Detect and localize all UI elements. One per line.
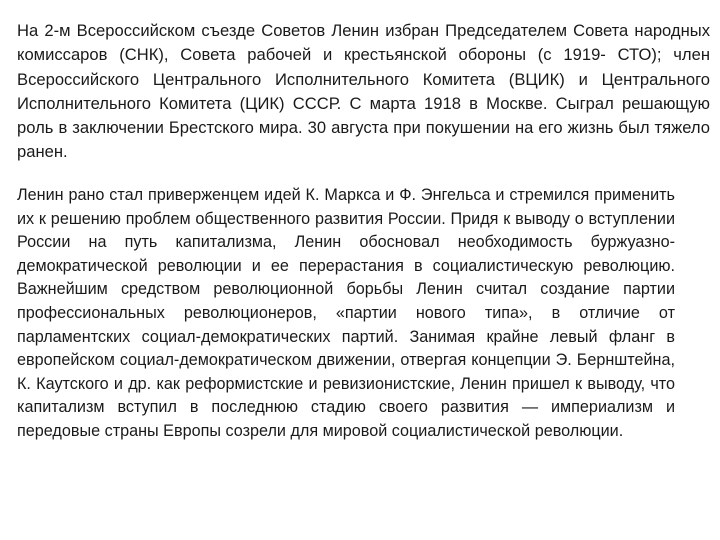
paragraph-1: На 2-м Всероссийском съезде Советов Ленин избран Председателем Совета народных комиссаров (СНК), Совета рабочей и крестьянской обороны (с 1919- СТО); член Всероссийского Центрального Исполнительного Комитета (ВЦИК) и Центрального Исполнительного Комитета (ЦИК) СССР. С марта 1918 в Москве. Сыграл решающую роль в заключении Брестского мира. 30 августа при покушении на его жизнь был тяжело ранен. <box>17 21 710 162</box>
paragraph-2: Ленин рано стал приверженцем идей К. Маркса и Ф. Энгельса и стремился применить их к решению проблем общественного развития России. Придя к выводу о вступлении России на путь капитализма, Ленин обосновал необходимость буржуазно-демократической революции и ее перерастания в социалистическую революцию. Важнейшим средством революционной борьбы Ленин считал создание партии профессиональных революционеров, «партии нового типа», в отличие от парламентских социал-демократических партий. Занимая крайне левый фланг в европейском социал-демократическом движении, отвергая концепции Э. Бернштейна, К. Каутского и др. как реформистские и ревизионистские, Ленин пришел к выводу, что капитализм вступил в последнюю стадию своего развития — империализм и передовые страны Европы созрели для мировой социалистической революции. <box>17 186 675 440</box>
